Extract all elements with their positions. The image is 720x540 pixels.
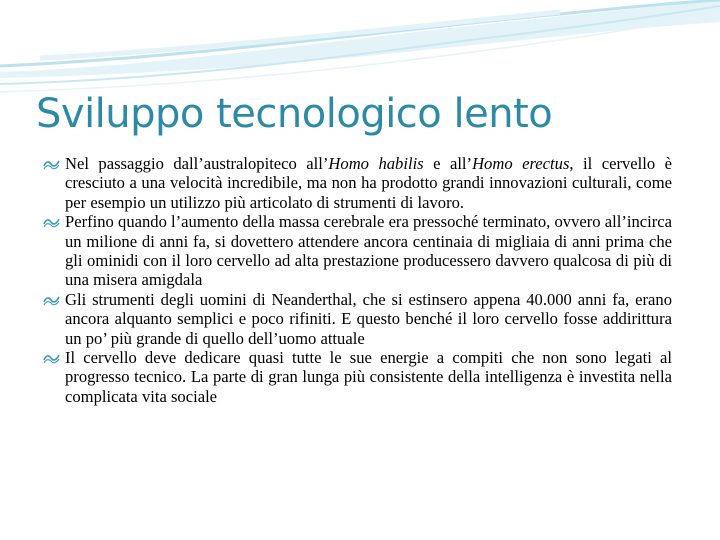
bullet-item [42,290,672,348]
slide-title: Sviluppo tecnologico lento [36,91,553,137]
bullet-list [42,154,672,406]
bullet-item [42,348,672,406]
bullet-text: Perfino quando l’aumento della massa cerebrale era pressoché terminato, ovvero all’incirca un milione di anni fa, si dovettero attendere ancora centinaia di migliaia di anni prima che gli ominidi con il loro cervello ad alta prestazione producessero davvero qualcosa di più di una misera amigdala [65,212,672,290]
wavy-bullet-icon [42,293,62,307]
bullet-item [42,212,672,290]
bullet-text: Gli strumenti degli uomini di Neanderthal, che si estinsero appena 40.000 anni fa, erano ancora alquanto semplici e poco rifiniti. E questo benché il loro cervello fosse addirittura un po’ più grande di quello dell’uomo attuale [65,289,672,348]
wavy-bullet-icon [42,157,62,171]
bullet-text: Nel passaggio dall’australopiteco all’ [65,154,329,173]
bullet-text-italic: Homo habilis [328,154,424,173]
wavy-bullet-icon [42,351,62,365]
bullet-text-italic: Homo erectus [472,154,570,173]
bullet-text: , il cervello è cresciuto a una velocità incredibile, ma non ha prodotto grandi innovazioni culturali, come per esempio un utilizzo più articolato di strumenti di lavoro. [65,154,672,212]
wavy-bullet-icon [42,215,62,229]
bullet-text: e all’ [423,154,473,173]
bullet-item [42,154,672,212]
bullet-text: Il cervello deve dedicare quasi tutte le sue energie a compiti che non sono legati al progresso tecnico. La parte di gran lunga più consistente della intelligenza è investita nella complicata vita sociale [65,348,672,406]
